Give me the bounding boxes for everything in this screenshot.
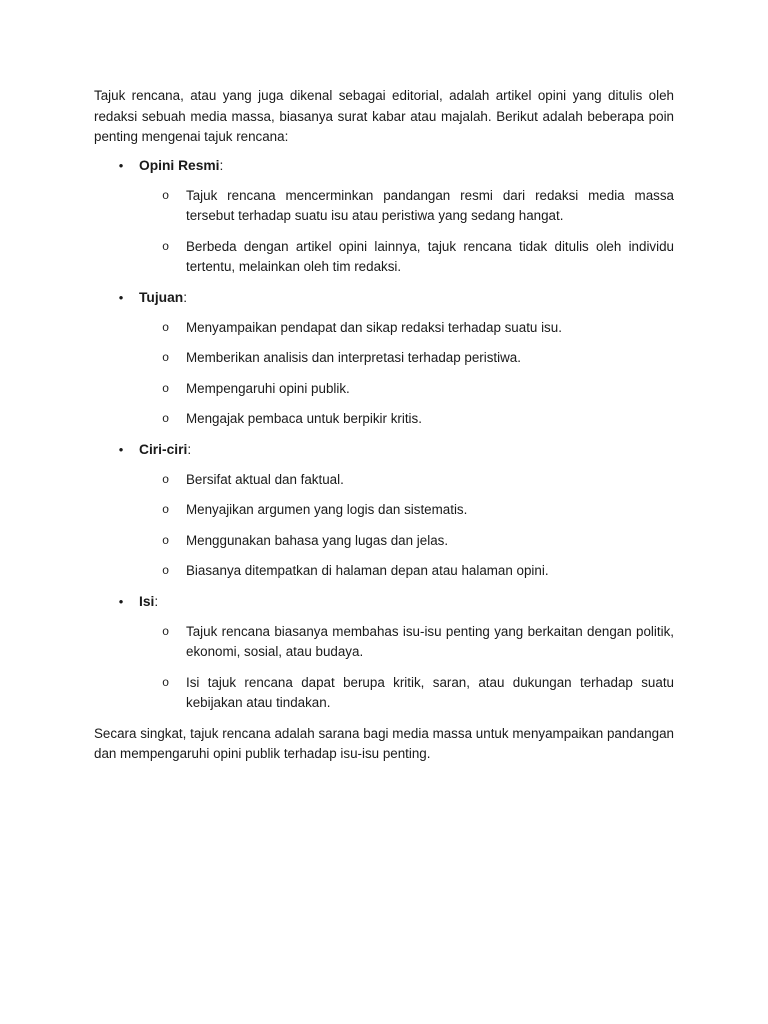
section-item [94, 156, 674, 278]
list-item-text: Mengajak pembaca untuk berpikir kritis. [186, 411, 422, 426]
section-item [94, 440, 674, 582]
list-item-text: Berbeda dengan artikel opini lainnya, tajuk rencana tidak ditulis oleh individu tertentu, melainkan oleh tim redaksi. [186, 238, 674, 274]
list-item [139, 409, 674, 430]
list-item-text: Isi tajuk rencana dapat berupa kritik, saran, atau dukungan terhadap suatu kebijakan atau tindakan. [186, 674, 674, 710]
bullet-icon: • [118, 289, 124, 305]
sub-bullet-icon: o [162, 503, 170, 517]
list-item-text: Mempengaruhi opini publik. [186, 380, 350, 396]
sub-list [139, 186, 674, 278]
sub-bullet-icon: o [162, 239, 170, 254]
list-item [139, 470, 674, 491]
section-colon: : [187, 441, 192, 457]
list-item-text: Biasanya ditempatkan di halaman depan atau halaman opini. [186, 563, 549, 578]
conclusion-paragraph: Secara singkat, tajuk rencana adalah sarana bagi media massa untuk menyampaikan pandangan dan mempengaruhi opini publik terhadap isu-isu penting. [94, 725, 674, 761]
list-item [139, 500, 674, 521]
section-title: Ciri-ciri [139, 441, 188, 457]
sub-bullet-icon: o [162, 564, 170, 578]
sub-list [139, 470, 674, 582]
list-item [139, 237, 674, 278]
list-item-text: Menggunakan bahasa yang lugas dan jelas. [186, 532, 449, 548]
sub-list [139, 318, 674, 430]
list-item [139, 561, 674, 582]
section-heading [118, 156, 674, 176]
list-item [139, 186, 674, 227]
list-item [139, 622, 674, 663]
sub-bullet-icon: o [162, 533, 170, 548]
sub-bullet-icon: o [162, 675, 170, 690]
section-title: Isi [139, 593, 155, 609]
section-item [94, 592, 674, 714]
section-title: Tujuan [139, 289, 184, 305]
sub-bullet-icon: o [162, 381, 170, 396]
list-item-text: Bersifat aktual dan faktual. [186, 471, 344, 487]
bullet-icon: • [118, 593, 124, 609]
intro-paragraph: Tajuk rencana, atau yang juga dikenal sebagai editorial, adalah artikel opini yang ditulis oleh redaksi sebuah media massa, biasanya surat kabar atau majalah. Berikut adalah beberapa poin penting mengenai tajuk rencana: [94, 88, 674, 144]
list-item-text: Tajuk rencana mencerminkan pandangan resmi dari redaksi media massa tersebut terhadap suatu isu atau peristiwa yang sedang hangat. [186, 187, 674, 223]
bullet-list [94, 156, 674, 714]
sub-list [139, 622, 674, 714]
list-item-text: Tajuk rencana biasanya membahas isu-isu penting yang berkaitan dengan politik, ekonomi, sosial, atau budaya. [186, 623, 674, 659]
section-title: Opini Resmi [139, 157, 220, 173]
sub-bullet-icon: o [162, 188, 170, 203]
section-heading [118, 288, 674, 308]
sub-bullet-icon: o [162, 472, 170, 487]
list-item-text: Memberikan analisis dan interpretasi terhadap peristiwa. [186, 350, 521, 365]
sub-bullet-icon: o [162, 624, 170, 639]
list-item-text: Menyajikan argumen yang logis dan sistematis. [186, 502, 468, 517]
list-item [139, 348, 674, 369]
list-item-text: Menyampaikan pendapat dan sikap redaksi terhadap suatu isu. [186, 319, 562, 335]
section-colon: : [219, 157, 224, 173]
section-colon: : [154, 593, 159, 609]
sub-bullet-icon: o [162, 351, 170, 365]
list-item [139, 379, 674, 400]
sub-bullet-icon: o [162, 412, 170, 426]
bullet-icon: • [118, 441, 124, 457]
list-item [139, 318, 674, 339]
section-heading [118, 592, 674, 612]
list-item [139, 673, 674, 714]
list-item [139, 531, 674, 552]
section-item [94, 288, 674, 430]
section-heading [118, 440, 674, 460]
sub-bullet-icon: o [162, 320, 170, 335]
section-colon: : [183, 289, 188, 305]
bullet-icon: • [118, 157, 124, 173]
